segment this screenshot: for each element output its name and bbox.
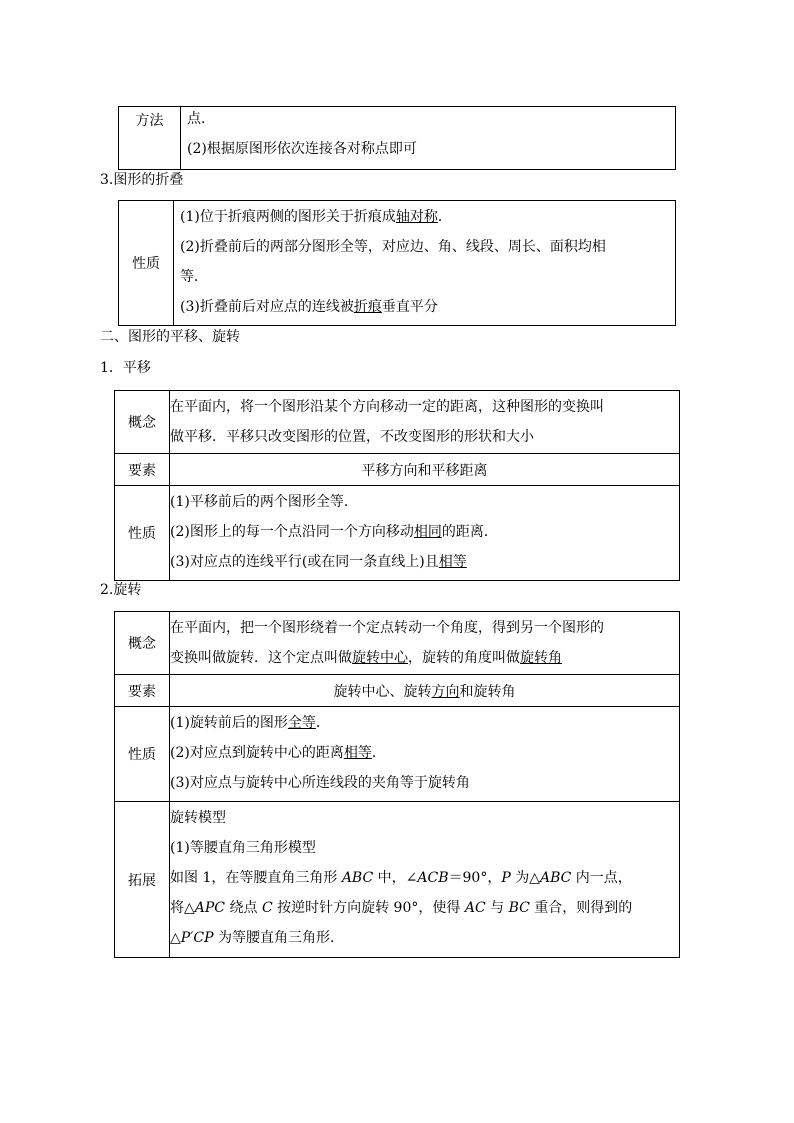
heading-section-2: 二、图形的平移、旋转 <box>100 329 240 345</box>
rotation-ext-cell <box>170 802 680 958</box>
translation-elements-cell <box>170 454 680 486</box>
fold-line-2: (2)折叠前后的两部分图形全等，对应边、角、线段、周长、面积均相 <box>180 239 606 255</box>
rotation-equal: 相等 <box>343 745 372 761</box>
translation-property-2: (2)图形上的每一个点沿同一个方向移动相同的距离． <box>170 524 498 540</box>
fold-axial-symmetry: 轴对称 <box>395 209 438 225</box>
method-table <box>118 106 676 170</box>
rotation-concept-label-cell <box>115 612 170 675</box>
rotation-concept-line-2: 变换叫做旋转．这个定点叫做旋转中心，旋转的角度叫做旋转角 <box>170 650 562 666</box>
fold-label: 性质 <box>132 256 160 272</box>
heading-fold: 3.图形的折叠 <box>100 172 184 188</box>
rotation-property-label: 性质 <box>128 747 156 763</box>
translation-property-3: (3)对应点的连线平行(或在同一条直线上)且相等 <box>170 554 467 570</box>
translation-table <box>114 390 680 581</box>
rotation-congruent: 全等 <box>287 715 316 731</box>
fold-line-3: 等． <box>180 269 208 285</box>
method-content-cell <box>181 107 676 170</box>
rotation-center-term: 旋转中心 <box>352 650 408 666</box>
rotation-ext-line-2: (1)等腰直角三角形模型 <box>170 840 316 856</box>
translation-property-1: (1)平移前后的两个图形全等． <box>170 494 358 510</box>
fold-label-cell <box>119 201 174 326</box>
rotation-elements-label: 要素 <box>128 683 156 700</box>
rotation-ext-line-3: 如图 1，在等腰直角三角形 ABC 中，∠ACB＝90°，P 为△ABC 内一点， <box>170 870 632 886</box>
rotation-property-3: (3)对应点与旋转中心所连线段的夹角等于旋转角 <box>170 775 470 791</box>
rotation-ext-line-4: 将△APC 绕点 C 按逆时针方向旋转 90°，使得 AC 与 BC 重合，则得到的 <box>170 900 633 916</box>
rotation-concept-label: 概念 <box>128 636 156 652</box>
fold-line-1: (1)位于折痕两侧的图形关于折痕成轴对称． <box>180 209 452 225</box>
method-label: 方法 <box>135 113 164 129</box>
translation-property-label-cell <box>115 486 170 581</box>
translation-property-cell <box>170 486 680 581</box>
rotation-elements-text: 旋转中心、旋转方向和旋转角 <box>333 683 516 700</box>
rotation-table <box>114 611 680 958</box>
rotation-ext-label-cell <box>115 802 170 958</box>
fold-table <box>118 200 676 326</box>
fold-line-4: (3)折叠前后对应点的连线被折痕垂直平分 <box>180 299 438 315</box>
fold-content-cell <box>174 201 676 326</box>
method-line-1: 点． <box>187 111 215 127</box>
rotation-elements-cell <box>170 675 680 707</box>
method-label-cell <box>119 107 181 170</box>
rotation-ext-line-1: 旋转模型 <box>170 810 226 826</box>
rotation-concept-cell <box>170 612 680 675</box>
rotation-concept-line-1: 在平面内，把一个图形绕着一个定点转动一个角度，得到另一个图形的 <box>170 620 604 636</box>
translation-equal: 相等 <box>438 554 467 570</box>
translation-property-label: 性质 <box>128 526 156 542</box>
rotation-ext-line-5: △P′CP 为等腰直角三角形． <box>170 930 344 946</box>
heading-rotation: 2.旋转 <box>100 582 142 598</box>
translation-concept-line-1: 在平面内，将一个图形沿某个方向移动一定的距离，这种图形的变换叫 <box>170 399 604 415</box>
translation-concept-cell <box>170 391 680 454</box>
translation-elements-label-cell <box>115 454 170 486</box>
heading-translation: 1．平移 <box>100 360 151 376</box>
translation-concept-label-cell <box>115 391 170 454</box>
method-line-2: (2)根据原图形依次连接各对称点即可 <box>187 141 417 157</box>
rotation-direction-term: 方向 <box>431 683 460 700</box>
rotation-property-label-cell <box>115 707 170 802</box>
rotation-property-2: (2)对应点到旋转中心的距离相等． <box>170 745 386 761</box>
translation-elements-label: 要素 <box>128 462 156 479</box>
rotation-property-1: (1)旋转前后的图形全等． <box>170 715 330 731</box>
rotation-ext-label: 拓展 <box>128 872 156 889</box>
rotation-elements-label-cell <box>115 675 170 707</box>
rotation-property-cell <box>170 707 680 802</box>
translation-elements-text: 平移方向和平移距离 <box>361 462 488 479</box>
fold-crease: 折痕 <box>353 299 382 315</box>
translation-concept-label: 概念 <box>128 415 156 431</box>
rotation-angle-term: 旋转角 <box>520 650 562 666</box>
translation-concept-line-2: 做平移．平移只改变图形的位置，不改变图形的形状和大小 <box>170 429 534 445</box>
translation-same: 相同 <box>413 524 442 540</box>
